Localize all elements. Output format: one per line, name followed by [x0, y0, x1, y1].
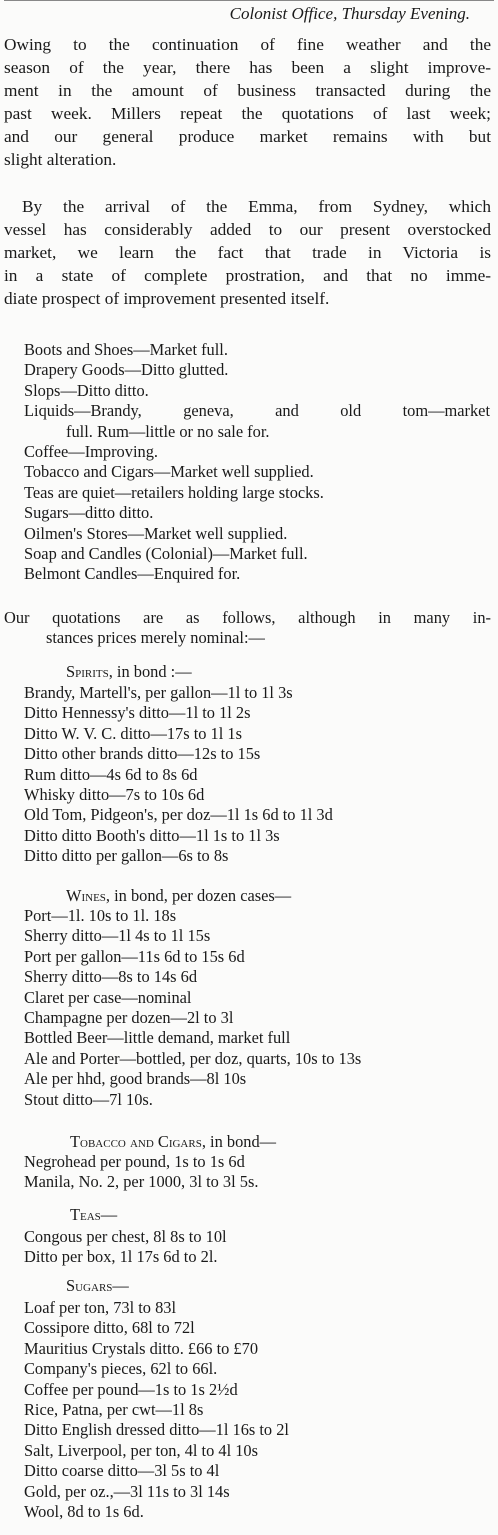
teas-heading — [70, 1205, 117, 1225]
market-line: Drapery Goods—Ditto glutted. — [24, 360, 229, 380]
wines-item: Stout ditto—7l 10s. — [24, 1089, 153, 1109]
wines-item: Ale and Porter—bottled, per doz, quarts, 10s to 13s — [24, 1048, 362, 1068]
sugars-item: Coffee per pound—1s to 1s 2½d — [24, 1379, 238, 1399]
para1-line: past week. Millers repeat the quotations of last week; — [4, 104, 491, 123]
teas-item: Congous per chest, 8l 8s to 10l — [24, 1227, 227, 1246]
teas-heading-suffix: — — [100, 1205, 118, 1224]
sugars-item: Ditto coarse ditto—3l 5s to 4l — [24, 1461, 220, 1481]
sugars-heading-label: Sugars — [66, 1276, 113, 1295]
para2-line: vessel has considerably added to our present overstocked — [4, 220, 491, 239]
wines-heading-label: Wines — [66, 886, 106, 905]
para2-line: diate prospect of improvement presented itself. — [4, 289, 330, 308]
sugars-item: Company's pieces, 62l to 66l. — [24, 1359, 218, 1379]
spirits-heading-suffix: , in bond :— — [108, 662, 192, 681]
spirits-item: Brandy, Martell's, per gallon—1l to 1l 3s — [24, 683, 293, 702]
teas-item: Ditto per box, 1l 17s 6d to 2l. — [24, 1247, 218, 1267]
wines-item: Sherry ditto—1l 4s to 1l 15s — [24, 926, 211, 946]
market-line: Slops—Ditto ditto. — [24, 380, 149, 400]
spirits-heading — [66, 662, 192, 682]
dateline: Colonist Office, Thursday Evening. — [229, 4, 470, 23]
wines-item: Claret per case—nominal — [24, 987, 192, 1007]
sugars-item: Mauritius Crystals ditto. £66 to £70 — [24, 1338, 259, 1358]
sugars-item: Loaf per ton, 73l to 83l — [24, 1298, 177, 1317]
para2-line: in a state of complete prostration, and that no imme- — [4, 266, 491, 285]
wines-list — [24, 906, 490, 1110]
market-line: Boots and Shoes—Market full. — [24, 340, 228, 359]
wines-item: Ale per hhd, good brands—8l 10s — [24, 1069, 247, 1089]
wines-item: Port per gallon—11s 6d to 15s 6d — [24, 946, 245, 966]
market-line: Coffee—Improving. — [24, 442, 158, 462]
tobacco-item: Manila, No. 2, per 1000, 3l to 3l 5s. — [24, 1172, 259, 1192]
para2-line: By the arrival of the Emma, from Sydney, which — [22, 197, 491, 216]
para2-line: market, we learn the fact that trade in Victoria is — [4, 243, 491, 262]
intro-line: Our quotations are as follows, although in many in- — [4, 608, 491, 627]
tobacco-item: Negrohead per pound, 1s to 1s 6d — [24, 1152, 245, 1171]
sugars-item: Cossipore ditto, 68l to 72l — [24, 1318, 195, 1338]
para1-line: slight alteration. — [4, 150, 117, 169]
paragraph-weather — [4, 33, 491, 171]
intro-line: stances prices merely nominal:— — [46, 628, 265, 648]
teas-heading-label: Teas — [70, 1205, 101, 1224]
spirits-list — [24, 683, 490, 867]
wines-item: Bottled Beer—little demand, market full — [24, 1028, 291, 1048]
spirits-item: Ditto Hennessy's ditto—1l to 1l 2s — [24, 703, 251, 723]
market-line: Liquids—Brandy, geneva, and old tom—market — [24, 401, 490, 421]
market-line: Teas are quiet—retailers holding large stocks. — [24, 482, 324, 502]
wines-heading — [66, 886, 291, 906]
para1-line: ment in the amount of business transacted during the — [4, 81, 491, 100]
sugars-item: Salt, Liverpool, per ton, 4l to 4l 10s — [24, 1440, 258, 1460]
market-line: Sugars—ditto ditto. — [24, 503, 154, 523]
spirits-item: Old Tom, Pidgeon's, per doz—1l 1s 6d to 1l 3d — [24, 805, 333, 825]
spirits-item: Rum ditto—4s 6d to 8s 6d — [24, 764, 198, 784]
tobacco-heading-label: Tobacco and Cigars — [70, 1132, 202, 1151]
sugars-heading — [66, 1276, 129, 1296]
spirits-item: Whisky ditto—7s to 10s 6d — [24, 785, 205, 805]
sugars-heading-suffix: — — [112, 1276, 129, 1295]
spirits-item: Ditto ditto Booth's ditto—1l 1s to 1l 3s — [24, 825, 280, 845]
paragraph-emma-arrival — [4, 195, 491, 310]
sugars-list — [24, 1298, 490, 1522]
tobacco-heading — [70, 1132, 276, 1152]
wines-item: Champagne per dozen—2l to 3l — [24, 1008, 234, 1028]
para1-line: Owing to the continuation of fine weather and the — [4, 35, 491, 54]
sugars-item: Rice, Patna, per cwt—1l 8s — [24, 1400, 204, 1420]
spirits-item: Ditto ditto per gallon—6s to 8s — [24, 846, 229, 866]
sugars-item: Wool, 8d to 1s 6d. — [24, 1502, 144, 1522]
tobacco-heading-suffix: , in bond— — [201, 1132, 277, 1151]
market-line: full. Rum—little or no sale for. — [66, 421, 270, 441]
market-line: Tobacco and Cigars—Market well supplied. — [24, 462, 314, 482]
sugars-item: Ditto English dressed ditto—1l 16s to 2l — [24, 1420, 289, 1440]
sugars-item: Gold, per oz.,—3l 11s to 3l 14s — [24, 1481, 230, 1501]
para1-line: and our general produce market remains with but — [4, 127, 491, 146]
market-line: Belmont Candles—Enquired for. — [24, 564, 241, 584]
tobacco-list — [24, 1152, 490, 1193]
quotations-intro — [4, 608, 491, 649]
wines-item: Port—1l. 10s to 1l. 18s — [24, 906, 177, 925]
spirits-item: Ditto W. V. C. ditto—17s to 1l 1s — [24, 723, 242, 743]
para1-line: season of the year, there has been a slight improve- — [4, 58, 491, 77]
spirits-heading-label: Spirits — [66, 662, 109, 681]
market-line: Oilmen's Stores—Market well supplied. — [24, 523, 288, 543]
market-report — [24, 340, 490, 585]
wines-item: Sherry ditto—8s to 14s 6d — [24, 967, 198, 987]
wines-heading-suffix: , in bond, per dozen cases— — [105, 886, 292, 905]
spirits-item: Ditto other brands ditto—12s to 15s — [24, 744, 261, 764]
teas-list — [24, 1227, 490, 1268]
market-line: Soap and Candles (Colonial)—Market full. — [24, 544, 308, 564]
